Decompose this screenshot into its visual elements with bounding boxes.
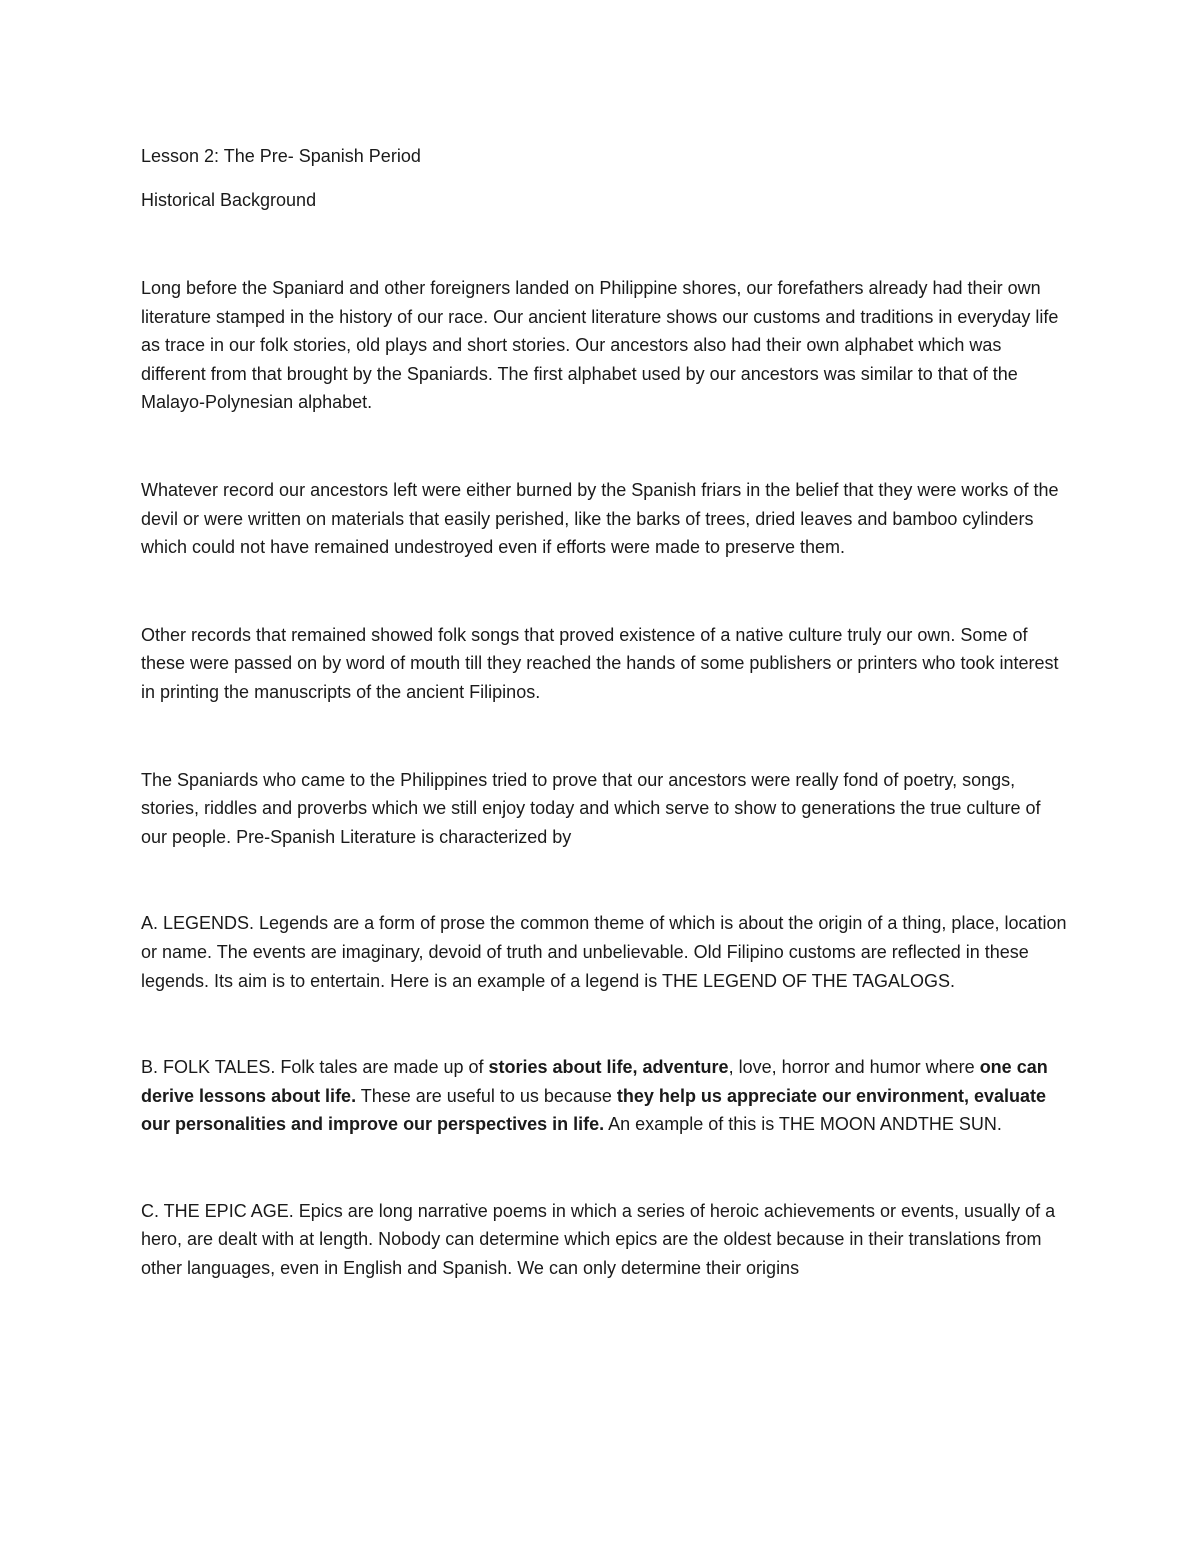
lesson-title: Lesson 2: The Pre- Spanish Period bbox=[141, 146, 421, 166]
folk-tales-text-1: B. FOLK TALES. Folk tales are made up of bbox=[141, 1057, 489, 1078]
section-legends: A. LEGENDS. Legends are a form of prose the common theme of which is about the origin of a thing, place, location or name. The events are imaginary, devoid of truth and unbelievable. Old Filipino customs are reflected in these legends. Its aim is to entertain. Here is an example of a legend is THE LEGEND OF THE TAGALOGS. bbox=[141, 913, 1067, 991]
folk-tales-bold-3: they help us appreciate our environment, evaluate our personalities and improve our perspectives in life. bbox=[141, 1085, 1047, 1135]
section-epic-age: C. THE EPIC AGE. Epics are long narrative poems in which a series of heroic achievements or events, usually of a hero, are dealt with at length. Nobody can determine which epics are the oldest because in their translations from other languages, even in English and Spanish. We can only determine their origins bbox=[141, 1200, 1056, 1279]
folk-tales-bold-2: one can derive lessons about life. bbox=[141, 1057, 1048, 1106]
folk-tales-text-2: , love, horror and humor where bbox=[728, 1057, 980, 1078]
folk-tales-text-4: An example of this is THE MOON ANDTHE SUN. bbox=[604, 1114, 1002, 1135]
paragraph-intro: Long before the Spaniard and other foreigners landed on Philippine shores, our forefathers already had their own literature stamped in the history of our race. Our ancient literature shows our customs and traditions in everyday life as trace in our folk stories, old plays and short stories. Our ancestors also had their own alphabet which was different from that brought by the Spaniards. The first alphabet used by our ancestors was similar to that of the Malayo-Polynesian alphabet. bbox=[141, 278, 1059, 413]
folk-tales-text-3: These are useful to us because bbox=[356, 1085, 617, 1106]
document-body bbox=[141, 142, 1071, 1283]
folk-tales-bold-1: stories about life, adventure bbox=[488, 1057, 729, 1078]
section-heading: Historical Background bbox=[141, 190, 317, 210]
section-folk-tales bbox=[141, 1053, 1071, 1139]
paragraph-spaniards: The Spaniards who came to the Philippines tried to prove that our ancestors were really fond of poetry, songs, stories, riddles and proverbs which we still enjoy today and which serve to show to generations the true culture of our people. Pre-Spanish Literature is characterized by bbox=[141, 769, 1041, 847]
paragraph-records: Whatever record our ancestors left were either burned by the Spanish friars in the belief that they were works of the devil or were written on materials that easily perished, like the barks of trees, dried leaves and bamboo cylinders which could not have remained undestroyed even if efforts were made to preserve them. bbox=[141, 479, 1059, 558]
paragraph-folk-songs: Other records that remained showed folk songs that proved existence of a native culture truly our own. Some of these were passed on by word of mouth till they reached the hands of some publishers or printers who took interest in printing the manuscripts of the ancient Filipinos. bbox=[141, 624, 1059, 702]
